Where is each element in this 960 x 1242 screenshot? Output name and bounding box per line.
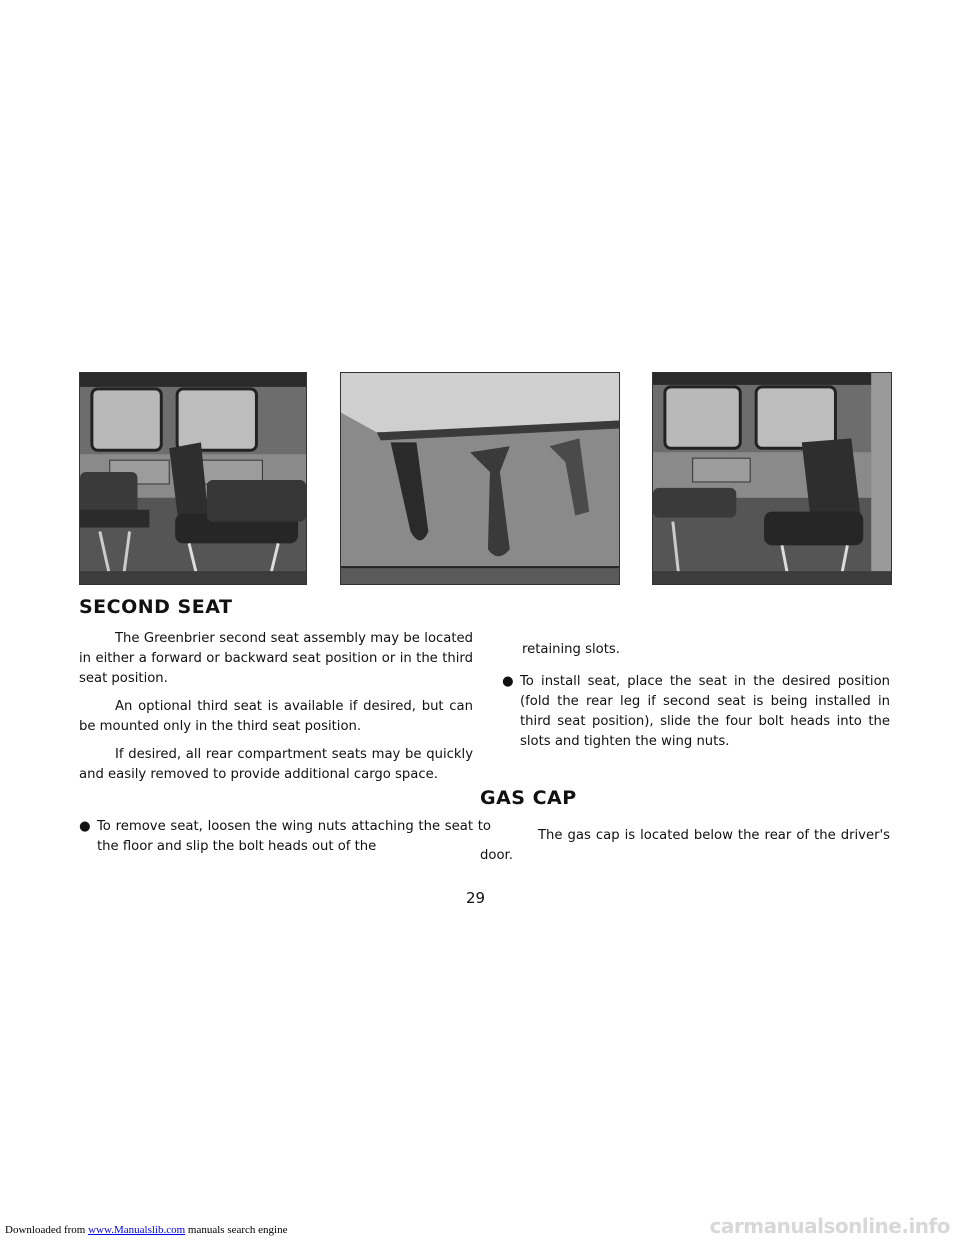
watermark: carmanualsonline.info xyxy=(709,1214,950,1238)
section-heading-gas-cap: GAS CAP xyxy=(480,787,577,809)
bullet-install-seat xyxy=(480,672,890,752)
manualslib-link[interactable]: www.Manualslib.com xyxy=(88,1224,186,1236)
paragraph-third-seat: An optional third seat is available if desired, but can be mounted only in the third seat position. xyxy=(79,699,473,734)
download-footer xyxy=(5,1224,287,1236)
footer-suffix: manuals search engine xyxy=(185,1224,288,1236)
bullet-install-seat-text: To install seat, place the seat in the desired position (fold the rear leg if second seat is being installed in third seat position), slide the four bolt heads into the slots and tighten the wing nuts. xyxy=(520,674,890,749)
page-number: 29 xyxy=(466,889,486,907)
photo-seat-forward xyxy=(79,372,307,585)
bullet-remove-seat xyxy=(79,817,491,857)
bullet-dot: ● xyxy=(79,819,91,834)
bullet-dot: ● xyxy=(502,674,514,689)
paragraph-cargo-space: If desired, all rear compartment seats may be quickly and easily removed to provide additional cargo space. xyxy=(79,747,473,782)
photo-seat-third-position xyxy=(652,372,892,585)
paragraph-seat-positions: The Greenbrier second seat assembly may be located in either a forward or backward seat position or in the third seat position. xyxy=(79,631,473,686)
bullet-remove-seat-continued: retaining slots. xyxy=(522,642,620,657)
bullet-remove-seat-text: To remove seat, loosen the wing nuts attaching the seat to the floor and slip the bolt heads out of the xyxy=(97,819,491,854)
section-heading-second-seat: SECOND SEAT xyxy=(79,596,233,618)
paragraph-gas-cap: The gas cap is located below the rear of the driver's door. xyxy=(480,828,890,863)
footer-prefix: Downloaded from xyxy=(5,1224,89,1236)
photo-seat-legs-floor xyxy=(340,372,620,585)
